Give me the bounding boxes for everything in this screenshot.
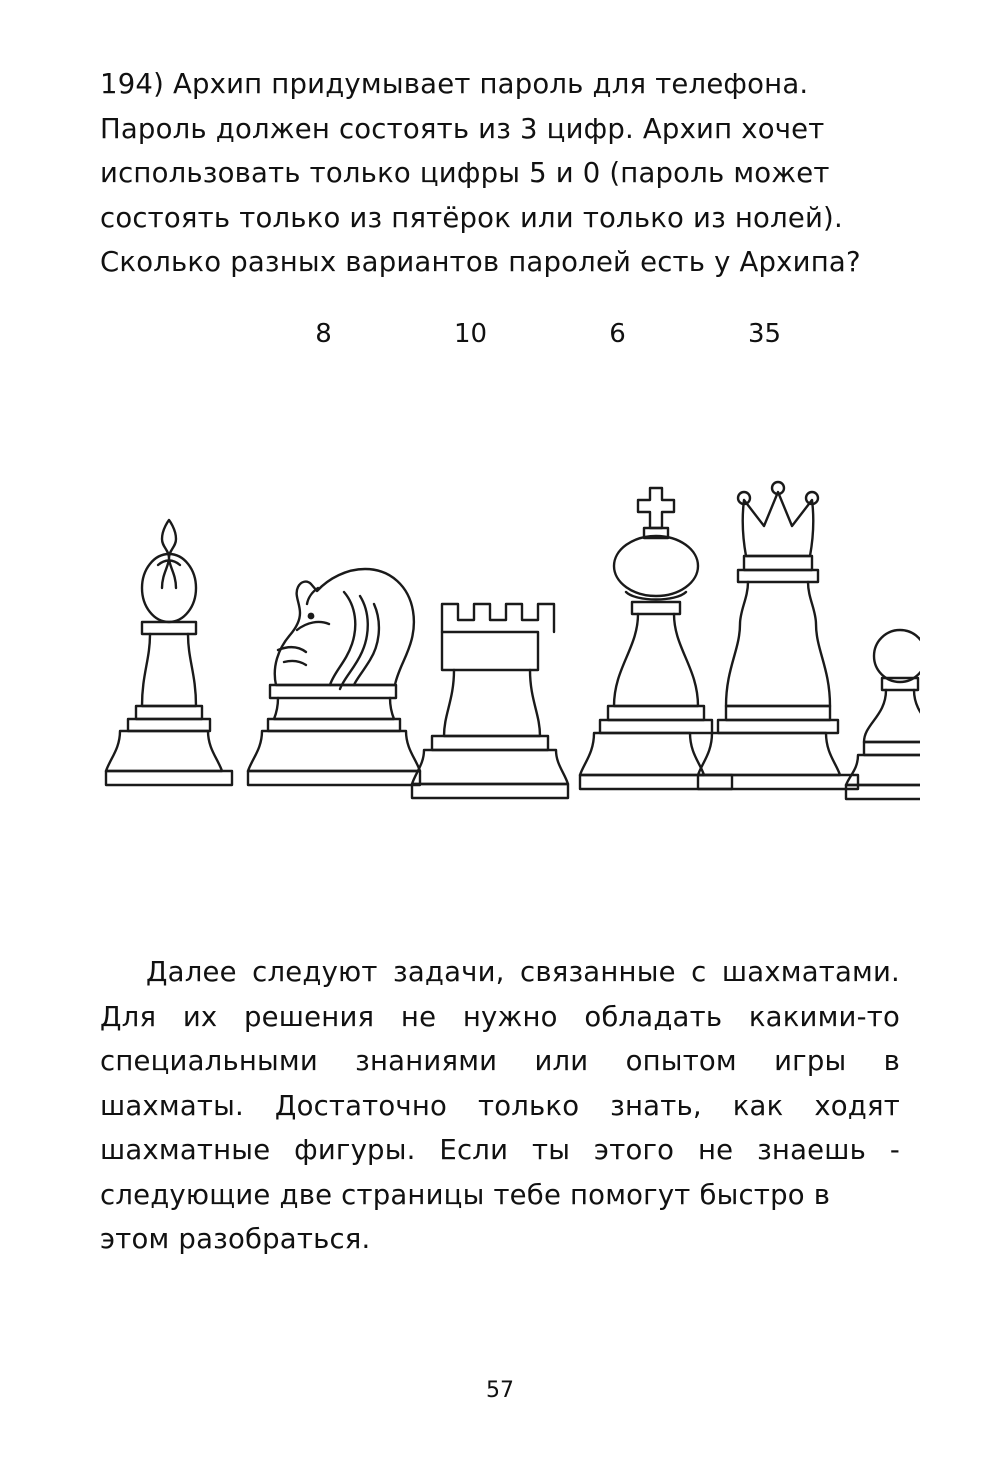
note-line: Далее следуют задачи, связанные с шахматами.: [146, 956, 900, 988]
note-text: [100, 950, 900, 1262]
bishop-piece: [106, 520, 232, 785]
note-line: шахматы. Достаточно только знать, как ходят: [100, 1089, 900, 1122]
problem-line: Пароль должен состоять из 3 цифр. Архип хочет: [100, 112, 825, 145]
problem-line: использовать только цифры 5 и 0 (пароль может: [100, 157, 830, 190]
rook-piece: [412, 604, 568, 798]
problem-line: Сколько разных вариантов паролей есть у Архипа?: [100, 246, 861, 279]
problem-line: состоять только из пятёрок или только из нолей).: [100, 201, 843, 234]
problem-block: [100, 62, 900, 349]
note-line: специальными знаниями или опытом игры в: [100, 1045, 900, 1078]
answer-option[interactable]: 8: [315, 318, 332, 349]
note-line: этом разобраться.: [100, 1223, 371, 1256]
note-line: Для их решения не нужно обладать какими-то: [100, 1000, 900, 1033]
answer-options: [100, 319, 900, 349]
problem-line: 194) Архип придумывает пароль для телефона.: [100, 68, 809, 100]
king-piece: [580, 488, 732, 789]
note-line: следующие две страницы тебе помогут быстро в: [100, 1178, 831, 1211]
queen-piece: [698, 482, 858, 789]
answer-option[interactable]: 35: [747, 318, 782, 349]
problem-text: [100, 62, 900, 285]
answer-option[interactable]: 10: [453, 318, 488, 349]
page-number: 57: [486, 1378, 514, 1403]
knight-piece: [248, 569, 420, 785]
chess-pieces-illustration: [80, 480, 920, 880]
answer-option[interactable]: 6: [609, 318, 626, 349]
pawn-piece: [846, 630, 920, 799]
note-line: шахматные фигуры. Если ты этого не знаешь -: [100, 1134, 900, 1167]
